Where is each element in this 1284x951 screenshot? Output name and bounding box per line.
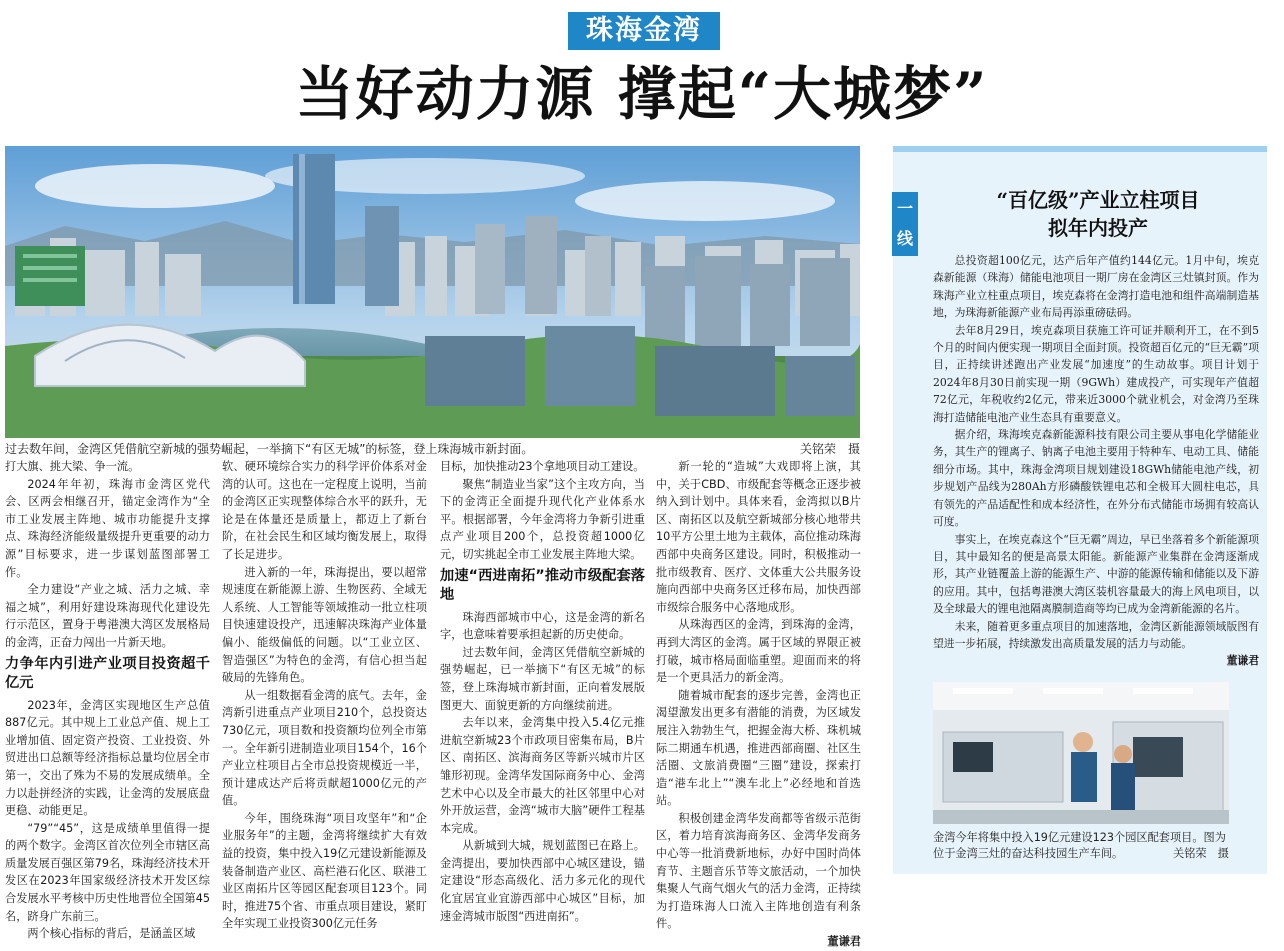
article-paragraph: 过去数年间，金湾区凭借航空新城的强势崛起，已一举摘下“有区无城”的标签，登上珠海城市新封面，正向着发展版图更大、面貌更新的方向继续前进。 bbox=[440, 645, 645, 712]
side-paragraph: 去年8月29日，埃克森项目获施工许可证并顺利开工，在不到5个月的时间内便实现一期项目全面封顶。投资超百亿元的“巨无霸”项目，正持续讲述跑出产业发展“加速度”的生动故事。项目计划于2024年8月30日前实现一期（9GWh）建成投产，可实现年产值超72亿元，年税收约2亿元，带来近3000个就业机会，对金湾乃至珠海打造储能电池产业生态具有重要意义。 bbox=[933, 323, 1259, 424]
photo-caption bbox=[5, 438, 860, 460]
section-heading: 加速“西进南拓”推动市级配套落地 bbox=[440, 567, 645, 603]
article-paragraph: 聚焦“制造业当家”这个主攻方向，当下的金湾正全面提升现代化产业体系水平。根据部署，今年金湾将力争新引进重点产业项目200个，总投资超1000亿元，切实挑起全市工业发展主阵地大梁。 bbox=[440, 477, 645, 561]
article-paragraph: 新一轮的“造城”大戏即将上演，其中，关于CBD、市级配套等概念正逐步被纳入到计划中。具体来看，金湾拟以B片区、南拓区以及航空新城部分核心地带共10平方公里土地为主载体，高位推动珠海西部中央商务区建设。同时，积极推动一批市级教育、医疗、文体重大公共服务设施向西部中央商务区迁移布局，加快西部市级综合服务中心落地成形。 bbox=[656, 460, 861, 614]
city-skyline-image bbox=[5, 146, 860, 438]
side-byline: 董谦君 bbox=[1226, 654, 1259, 668]
side-paragraph: 据介绍，珠海埃克森新能源科技有限公司主要从事电化学储能业务，其生产的锂离子、钠离子电池主要用于特种车、电动工具、储能细分市场。其中，珠海金湾项目规划建设18GWh储能电池产线，初步规划产品线为280Ah方形磷酸铁锂电芯和全极耳大圆柱电芯，具有领先的产品适配性和成本经济性，在外分布式储能市场拥有较高认可度。 bbox=[933, 428, 1259, 529]
side-photo-credit: 关铭荣 摄 bbox=[1173, 847, 1229, 860]
section-tag: 珠海金湾 bbox=[568, 12, 720, 50]
article-paragraph: 进入新的一年，珠海提出，要以超常规速度在新能源上游、生物医药、全域无人系统、人工智能等领域推动一批立柱项目快速建设投产，迅速解决珠海产业体量偏小、能级偏低的问题。以“工业立区、智造强区”为特色的金湾，有信心担当起破局的先锋角色。 bbox=[222, 565, 427, 685]
article-paragraph: 2024年年初，珠海市金湾区党代会、区两会相继召开，锚定金湾作为“全市工业发展主阵地、城市功能提升支撑点、珠海经济能级量级提升更重要的动力源”目标要求，进一步谋划蓝图部署工作。 bbox=[5, 477, 210, 579]
side-photo-caption-text: 金湾今年将集中投入19亿元建设123个园区配套项目。图为位于金湾三灶的奋达科技园生产车间。 bbox=[933, 831, 1226, 860]
article-column-1 bbox=[5, 458, 210, 941]
article-paragraph: 2023年，金湾区实现地区生产总值887亿元。其中规上工业总产值、规上工业增加值、固定资产投资、工业投资、外贸进出口总额等经济指标总量均位居全市第一，交出了殊为不易的发展成绩单。全力以赴拼经济的实践，让金湾的发展底盘更稳、动能更足。 bbox=[5, 698, 210, 818]
article-paragraph: 从新城到大城，规划蓝图已在路上。金湾提出，要加快西部中心城区建设，锚定建设“形态高级化、活力多元化的现代化宜居宜业宜游西部中心城区”目标，加速金湾城市版图“西进南拓”。 bbox=[440, 839, 645, 923]
article-column-4 bbox=[656, 458, 861, 949]
side-paragraph: 未来，随着更多重点项目的加速落地，金湾区新能源领域版图有望进一步拓展，持续激发出高质量发展的活力与动能。 bbox=[933, 619, 1259, 650]
side-title bbox=[933, 186, 1263, 242]
article-byline: 董谦君 bbox=[827, 935, 861, 949]
side-body bbox=[933, 252, 1259, 672]
photo-credit: 关铭荣 摄 bbox=[799, 442, 860, 456]
headline: 当好动力源 撑起“大城梦” bbox=[295, 60, 989, 128]
article-paragraph: 软、硬环境综合实力的科学评价体系对金湾的认可。这也在一定程度上说明，当前的金湾区正实现整体综合水平的跃升，无论是在体量还是质量上，都迈上了新台阶，在社会民生和区域均衡发展上，取得了长足进步。 bbox=[222, 460, 427, 561]
article-column-3 bbox=[440, 458, 645, 923]
side-photo-caption bbox=[933, 830, 1229, 862]
article-paragraph: 打大旗、挑大梁、争一流。 bbox=[5, 460, 140, 473]
article-paragraph: 两个核心指标的背后，是涵盖区域 bbox=[27, 927, 196, 941]
side-photo bbox=[933, 682, 1229, 824]
side-paragraph: 总投资超100亿元，达产后年产值约144亿元。1月中旬，埃克森新能源（珠海）储能电池项目一期厂房在金湾区三灶镇封顶。作为珠海产业立柱重点项目，埃克森将在金湾打造电池和组件高端制造基地，为珠海新能源产业布局再添重磅砝码。 bbox=[933, 254, 1259, 320]
article-paragraph: 目标，加快推动23个拿地项目动工建设。 bbox=[440, 460, 645, 473]
side-title-line-2: 拟年内投产 bbox=[1048, 216, 1148, 240]
side-title-line-1: “百亿级”产业立柱项目 bbox=[996, 188, 1200, 212]
side-panel bbox=[893, 146, 1267, 874]
article-paragraph: 全力建设“产业之城、活力之城、幸福之城”，利用好建设珠海现代化建设先行示范区，置身于粤港澳大湾区发展格局的金湾，正奋力闯出一片新天地。 bbox=[5, 583, 210, 649]
main-photo bbox=[5, 146, 860, 438]
article-paragraph: 去年以来，金湾集中投入5.4亿元推进航空新城23个市政项目密集布局，B片区、南拓区、滨海商务区等新兴城市片区雏形初现。金湾华发国际商务中心、金湾艺术中心以及全市最大的社区邻里中心对外开放运营，金湾“城市大脑”硬件工程基本完成。 bbox=[440, 716, 645, 835]
section-heading: 力争年内引进产业项目投资超千亿元 bbox=[5, 655, 210, 691]
factory-workshop-image bbox=[933, 682, 1229, 824]
article-column-2 bbox=[222, 458, 427, 931]
article-paragraph: 从珠海西区的金湾，到珠海的金湾，再到大湾区的金湾。属于区域的界限正被打破，城市格局面临重塑。迎面而来的将是一个更具活力的新金湾。 bbox=[656, 618, 861, 685]
photo-caption-text: 过去数年间，金湾区凭借航空新城的强势崛起，一举摘下“有区无城”的标签，登上珠海城市新封面。 bbox=[5, 442, 534, 456]
article-paragraph: 随着城市配套的逐步完善，金湾也正渴望激发出更多有潜能的消费，为区域发展注入勃勃生气，把握金海大桥、珠机城际二期通车机遇，推进西部商圈、社区生活圈、文旅消费圈“三圈”建设，探索打造“港车北上”“澳车北上”必经地和首选站。 bbox=[656, 688, 861, 808]
article-paragraph: 从一组数据看金湾的底气。去年，金湾新引进重点产业项目210个，总投资达730亿元，项目数和投资额均位列全市第一。全年新引进制造业项目154个，16个产业立柱项目占全市总投资规模近一半，预计建成达产后将贡献超1000亿元的产值。 bbox=[222, 688, 427, 808]
side-label: 一线 bbox=[892, 192, 918, 256]
article-paragraph: 珠海西部城市中心，这是金湾的新名字，也意味着要承担起新的历史使命。 bbox=[440, 610, 645, 642]
side-paragraph: 事实上，在埃克森这个“巨无霸”周边，早已坐落着多个新能源项目，其中最知名的便是高景太阳能。新能源产业集群在金湾逐渐成形，其产业链覆盖上游的能源生产、中游的能源传输和储能以及下游的应用。其中，包括粤港澳大湾区装机容量最大的海上风电项目，以及全球最大的锂电池隔离膜制造商等均已成为金湾新能源的名片。 bbox=[933, 532, 1259, 616]
article-paragraph: “79”“45”，这是成绩单里值得一提的两个数字。金湾区首次位列全市辖区高质量发展百强区第79名，珠海经济技术开发区在2023年国家级经济技术开发区综合发展水平考核中历史性地晋位全国第45名，跻身广东前三。 bbox=[5, 821, 210, 923]
article-paragraph: 今年，围绕珠海“项目攻坚年”和“企业服务年”的主题，金湾将继续扩大有效益的投资，集中投入19亿元建设新能源及装备制造产业区、高栏港石化区、联港工业区南拓片区等园区配套项目123个。同时，推进75个省、市重点项目建设，紧盯全年实现工业投资300亿元任务 bbox=[222, 811, 427, 931]
article-paragraph: 积极创建金湾华发商都等省级示范街区，着力培育滨海商务区、金湾华发商务中心等一批消费新地标，办好中国时尚体育节、主题音乐节等文旅活动，一个加快集聚人气商气烟火气的活力金湾，正持续为打造珠海人口流入主阵地创造有利条件。 bbox=[656, 811, 861, 931]
